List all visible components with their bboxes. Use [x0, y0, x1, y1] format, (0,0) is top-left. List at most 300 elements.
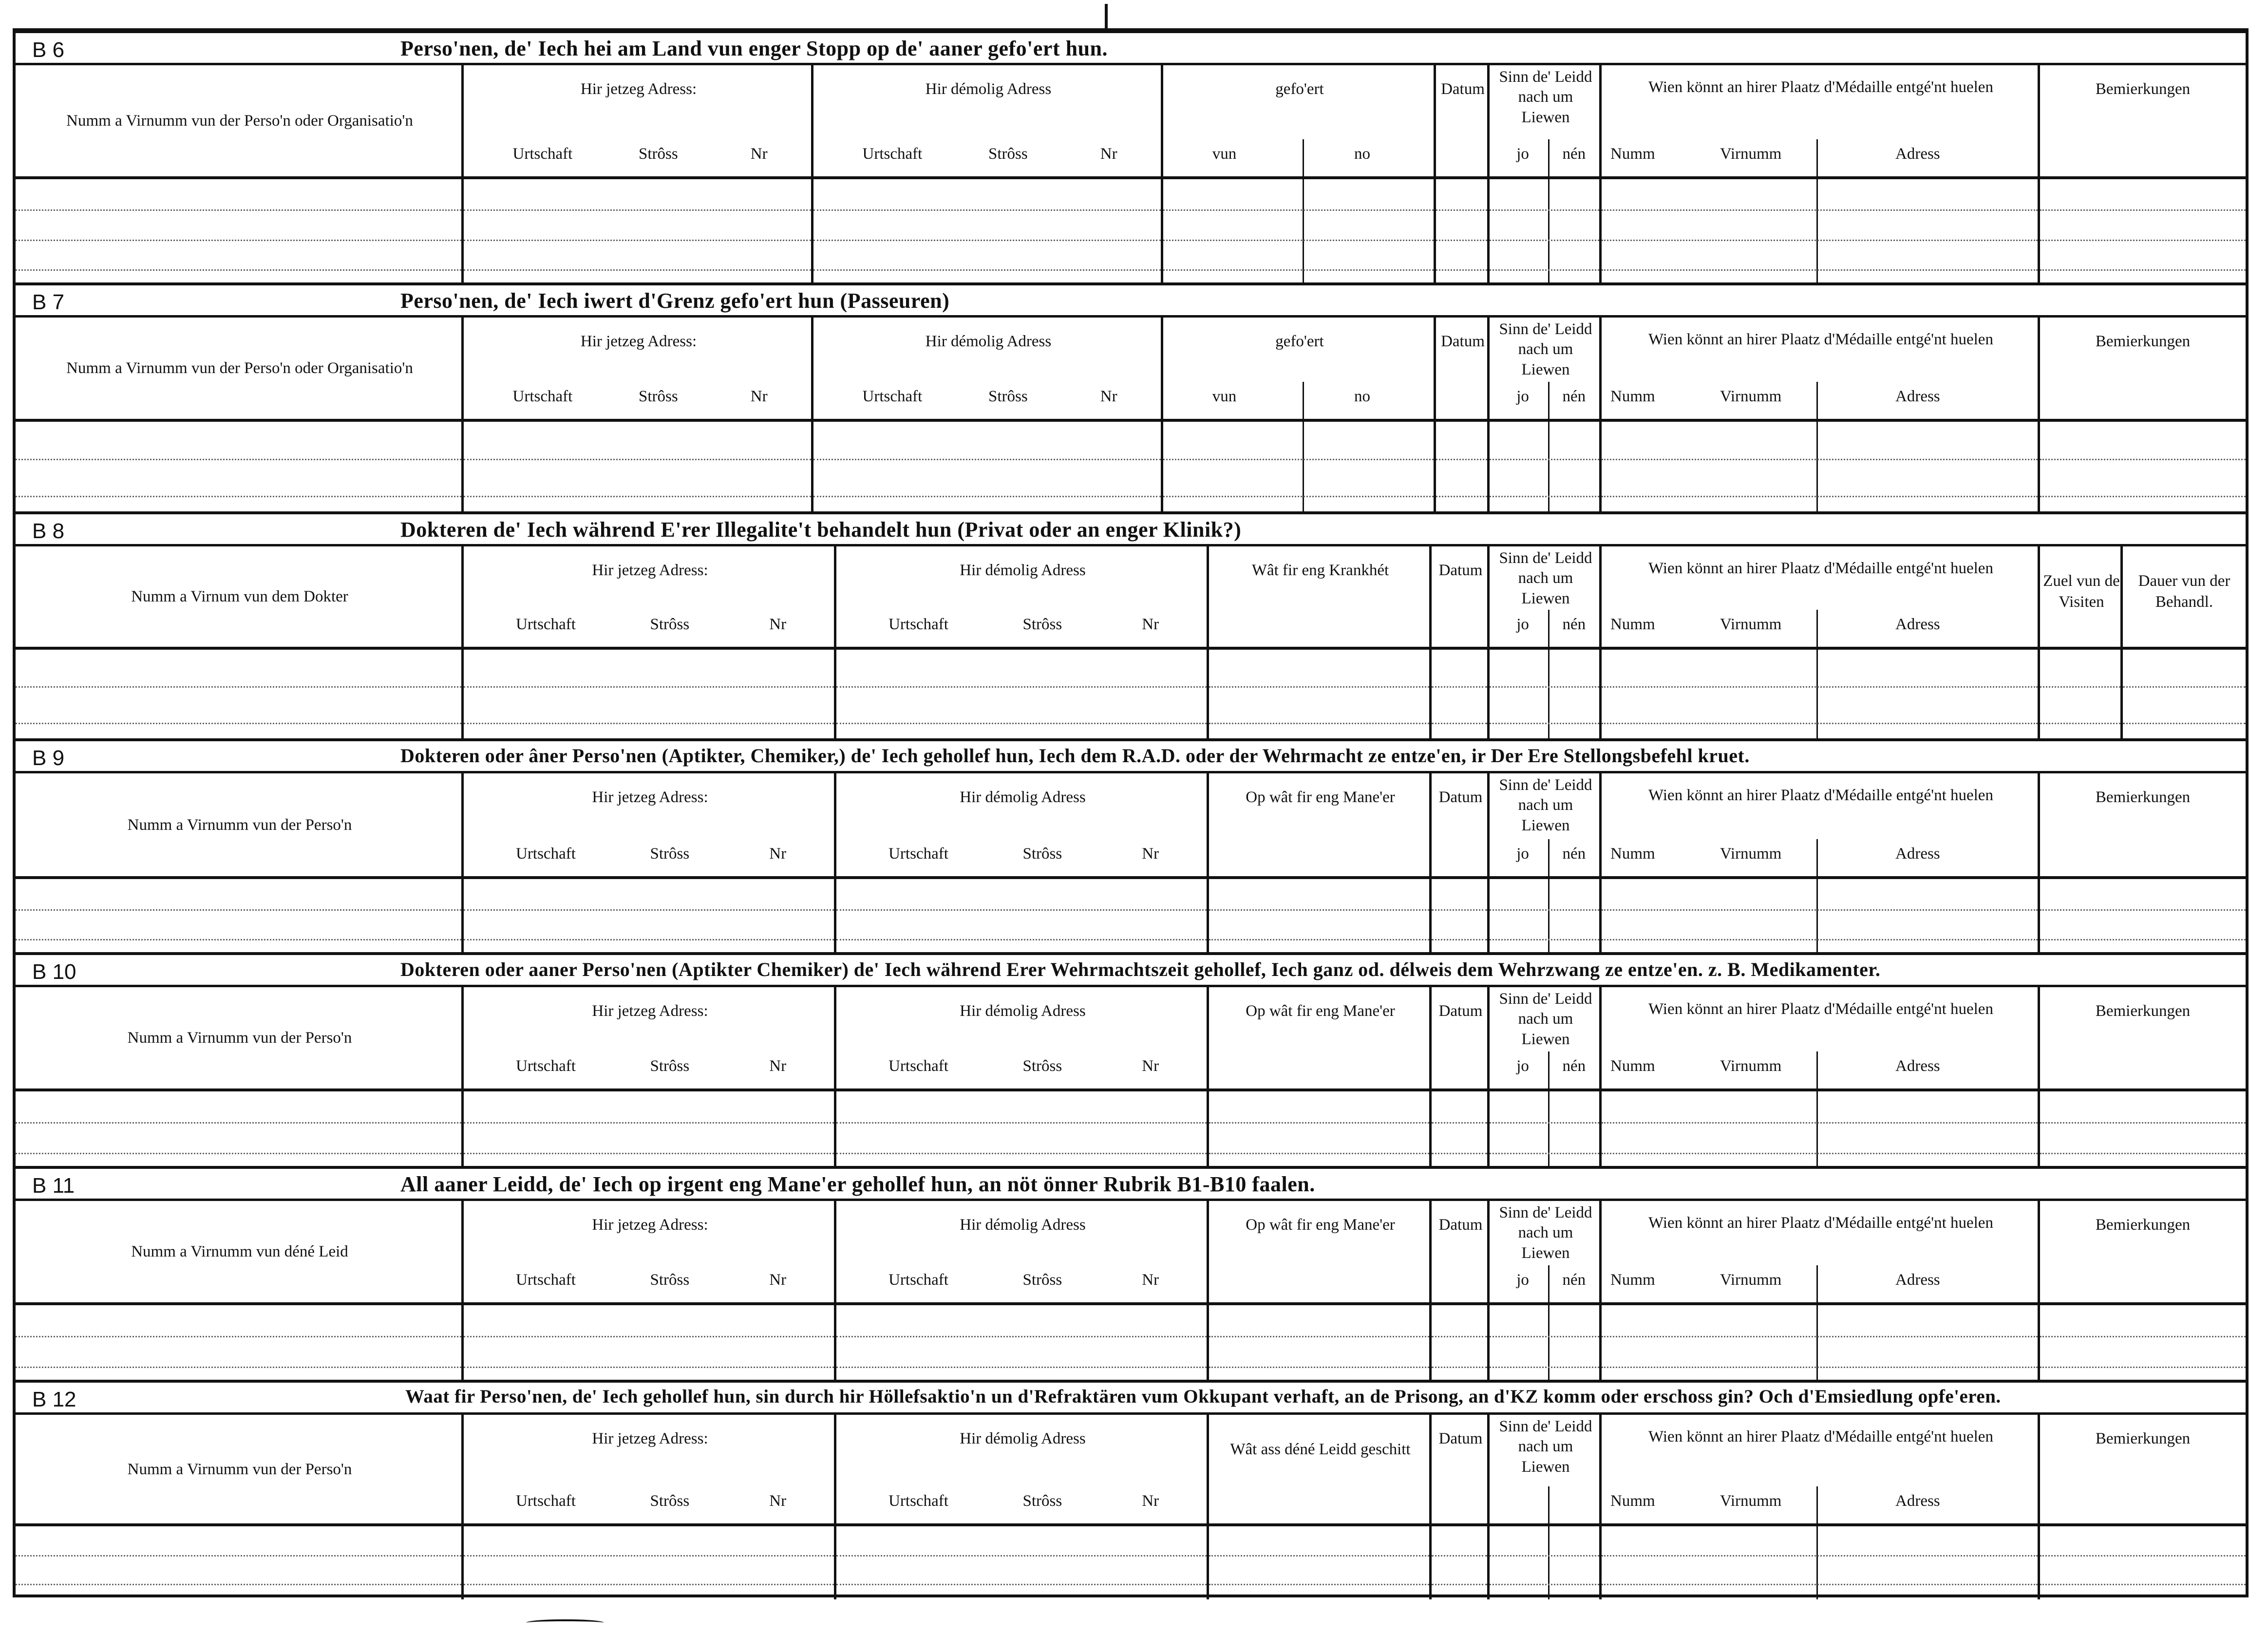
number-label: Nr: [1142, 845, 1159, 863]
date-label: Datum: [1438, 562, 1483, 579]
section-b9: [16, 738, 2246, 952]
column-last: [2040, 987, 2246, 1169]
yes-no-divider: [1548, 139, 1550, 285]
section-title-bar: [16, 1383, 2246, 1415]
column-header-date: [1432, 1415, 1487, 1526]
column-date: [1436, 65, 1490, 285]
entry-line[interactable]: [1209, 1336, 1429, 1337]
entry-line[interactable]: [1602, 909, 2038, 911]
column-medal: [1602, 65, 2040, 285]
column-header-cur: [464, 1201, 834, 1305]
former-address-label: Hir démolig Adress: [960, 562, 1086, 579]
entry-line[interactable]: [464, 939, 834, 940]
entry-line[interactable]: [1432, 1122, 1487, 1124]
entry-line[interactable]: [16, 1336, 461, 1337]
entry-line[interactable]: [1490, 496, 1599, 497]
entry-line[interactable]: [1163, 240, 1434, 241]
street-label: Strôss: [1022, 845, 1062, 863]
entry-line[interactable]: [2040, 240, 2246, 241]
date-label: Datum: [1438, 788, 1483, 806]
entry-line[interactable]: [16, 269, 461, 271]
column-header-former: [813, 65, 1161, 179]
entry-line[interactable]: [2040, 209, 2246, 211]
column-mid: [1209, 1201, 1432, 1383]
number-label: Nr: [1100, 145, 1117, 163]
medal-name-label: Numm: [1610, 845, 1655, 863]
number-label: Nr: [769, 1271, 787, 1289]
medal-name-label: Numm: [1610, 616, 1655, 633]
entry-line[interactable]: [464, 1555, 834, 1557]
column-alive: [1490, 318, 1602, 514]
section-b10: [16, 952, 2246, 1166]
street-label: Strôss: [988, 388, 1028, 405]
entry-line[interactable]: [16, 1584, 461, 1585]
section-title-bar: [16, 955, 2246, 987]
column-header-date: [1432, 987, 1487, 1091]
column-header-former: [836, 987, 1207, 1091]
remarks-label: Bemierkungen: [2095, 1216, 2191, 1234]
medal-firstname-label: Virnumm: [1720, 1057, 1782, 1075]
entry-line[interactable]: [2123, 723, 2246, 724]
entry-line[interactable]: [813, 209, 1161, 211]
medal-address-label: Adress: [1895, 616, 1940, 633]
place-label: Urtschaft: [888, 1057, 948, 1075]
column-header-last: [2040, 65, 2246, 179]
column-alive: [1490, 1201, 1602, 1383]
current-address-label: Hir jetzeg Adress:: [592, 1430, 708, 1447]
column-header-mid: [1209, 987, 1429, 1091]
entry-line[interactable]: [1432, 1336, 1487, 1337]
entry-line[interactable]: [1602, 1367, 2038, 1368]
yes-no-divider: [1548, 839, 1550, 955]
entry-line[interactable]: [2040, 1336, 2246, 1337]
entry-line[interactable]: [16, 723, 461, 724]
column-last: [2040, 773, 2246, 955]
yes-label: jo: [1516, 616, 1529, 633]
column-header-name: [16, 773, 461, 879]
entry-line[interactable]: [1209, 909, 1429, 911]
section-title-bar: [16, 741, 2246, 773]
entry-line[interactable]: [1602, 723, 2038, 724]
column-former: [813, 65, 1163, 285]
entry-line[interactable]: [464, 723, 834, 724]
column-header-medal: [1602, 987, 2038, 1091]
entry-line[interactable]: [1602, 240, 2038, 241]
column-header-cur: [464, 987, 834, 1091]
treatment-duration-label: Dauer vun der Behandl.: [2138, 572, 2230, 611]
column-header-last: [2040, 318, 2246, 422]
column-mid: [1163, 318, 1436, 514]
remarks-label: Bemierkungen: [2095, 788, 2191, 806]
entry-line[interactable]: [1490, 240, 1599, 241]
entry-line[interactable]: [16, 209, 461, 211]
entry-line[interactable]: [2040, 1584, 2246, 1585]
section-code: B 10: [32, 960, 76, 984]
entry-line[interactable]: [1436, 240, 1487, 241]
entry-line[interactable]: [2123, 686, 2246, 688]
medal-divider: [1816, 382, 1818, 514]
entry-line[interactable]: [464, 240, 811, 241]
name-column-label: Numm a Virnumm vun der Perso'n oder Organisatio'n: [66, 112, 413, 130]
entry-line[interactable]: [813, 240, 1161, 241]
medal-address-label: Adress: [1895, 145, 1940, 163]
from-to-divider: [1303, 139, 1304, 285]
entry-line[interactable]: [16, 1555, 461, 1557]
column-header-alive: [1490, 1415, 1599, 1526]
column-header-last: [2040, 773, 2246, 879]
entry-line[interactable]: [836, 909, 1207, 911]
current-address-label: Hir jetzeg Adress:: [592, 562, 708, 579]
entry-line[interactable]: [2040, 909, 2246, 911]
alive-question-label: Sinn de' Leidd nach um Liewen: [1499, 776, 1592, 834]
mid-column-label: Wât ass déné Leidd geschitt: [1230, 1441, 1411, 1458]
current-address-label: Hir jetzeg Adress:: [580, 80, 697, 98]
section-b6: [16, 30, 2246, 282]
column-mid: [1209, 1415, 1432, 1599]
entry-line[interactable]: [836, 939, 1207, 940]
column-alive: [1490, 773, 1602, 955]
street-label: Strôss: [639, 388, 678, 405]
entry-line[interactable]: [16, 939, 461, 940]
column-header-former: [836, 1415, 1207, 1526]
column-alive: [1490, 546, 1602, 741]
no-label: nén: [1562, 388, 1586, 405]
entry-line[interactable]: [1432, 909, 1487, 911]
entry-line[interactable]: [16, 686, 461, 688]
entry-line[interactable]: [836, 1555, 1207, 1557]
place-label: Urtschaft: [516, 1057, 576, 1075]
entry-line[interactable]: [836, 1367, 1207, 1368]
place-label: Urtschaft: [888, 845, 948, 863]
entry-line[interactable]: [1436, 269, 1487, 271]
medal-question-label: Wien könnt an hirer Plaatz d'Médaille entgé'nt huelen: [1648, 1214, 1993, 1232]
entry-line[interactable]: [1602, 1122, 2038, 1124]
name-column-label: Numm a Virnumm vun der Perso'n: [127, 1029, 352, 1047]
entry-line[interactable]: [16, 496, 461, 497]
column-name: [16, 65, 464, 285]
entry-line[interactable]: [1602, 459, 2038, 460]
former-address-label: Hir démolig Adress: [960, 788, 1086, 806]
medal-divider: [1816, 839, 1818, 955]
column-last: [2040, 1415, 2246, 1599]
number-label: Nr: [769, 845, 787, 863]
medal-question-label: Wien könnt an hirer Plaatz d'Médaille entgé'nt huelen: [1648, 1428, 1993, 1445]
medal-name-label: Numm: [1610, 388, 1655, 405]
entry-line[interactable]: [1432, 1153, 1487, 1154]
entry-line[interactable]: [813, 269, 1161, 271]
visits-count-label: Zuel vun de Visiten: [2043, 572, 2120, 611]
column-cur: [464, 1415, 836, 1599]
column-alive: [1490, 65, 1602, 285]
top-registration-mark: [1105, 4, 1108, 28]
entry-line[interactable]: [16, 459, 461, 460]
entry-line[interactable]: [464, 459, 811, 460]
column-mid: [1209, 987, 1432, 1169]
section-heading: Perso'nen, de' Iech hei am Land vun enger Stopp op de' aaner gefo'ert hun.: [400, 37, 1108, 60]
entry-line[interactable]: [1490, 1336, 1599, 1337]
column-name: [16, 1415, 464, 1599]
entry-line[interactable]: [464, 686, 834, 688]
place-label: Urtschaft: [516, 845, 576, 863]
medal-firstname-label: Virnumm: [1720, 845, 1782, 863]
street-label: Strôss: [650, 616, 690, 633]
entry-line[interactable]: [1436, 209, 1487, 211]
column-date: [1432, 1201, 1490, 1383]
column-header-cur: [464, 318, 811, 422]
entry-line[interactable]: [2040, 686, 2120, 688]
date-label: Datum: [1438, 1430, 1483, 1447]
entry-line[interactable]: [1432, 686, 1487, 688]
entry-line[interactable]: [16, 909, 461, 911]
entry-line[interactable]: [464, 209, 811, 211]
entry-line[interactable]: [1163, 209, 1434, 211]
entry-line[interactable]: [464, 909, 834, 911]
entry-line[interactable]: [1602, 686, 2038, 688]
name-column-label: Numm a Virnumm vun der Perso'n: [127, 816, 352, 834]
section-code: B 8: [32, 519, 65, 543]
entry-line[interactable]: [1490, 209, 1599, 211]
entry-line[interactable]: [1490, 1122, 1599, 1124]
entry-line[interactable]: [813, 496, 1161, 497]
entry-line[interactable]: [1602, 496, 2038, 497]
column-header-mid: [1209, 773, 1429, 879]
entry-line[interactable]: [1602, 209, 2038, 211]
column-medal: [1602, 546, 2040, 741]
entry-line[interactable]: [836, 1122, 1207, 1124]
section-b7: [16, 282, 2246, 511]
former-address-label: Hir démolig Adress: [960, 1216, 1086, 1234]
medal-question-label: Wien könnt an hirer Plaatz d'Médaille entgé'nt huelen: [1648, 331, 1993, 348]
entry-line[interactable]: [1432, 1555, 1487, 1557]
current-address-label: Hir jetzeg Adress:: [592, 788, 708, 806]
entry-line[interactable]: [2040, 269, 2246, 271]
yes-label: jo: [1516, 388, 1529, 405]
entry-line[interactable]: [464, 1367, 834, 1368]
column-medal: [1602, 773, 2040, 955]
column-header-date: [1436, 65, 1487, 179]
column-header-former: [836, 546, 1207, 650]
mid-column-label: Op wât fir eng Mane'er: [1246, 788, 1395, 806]
medal-address-label: Adress: [1895, 845, 1940, 863]
section-code: B 9: [32, 746, 65, 770]
entry-line[interactable]: [464, 1336, 834, 1337]
entry-line[interactable]: [1163, 459, 1434, 460]
section-heading: Dokteren oder âner Perso'nen (Aptikter, Chemiker,) de' Iech gehollef hun, Iech dem R.A.D. oder der Wehrmacht ze entze'en, ir Der Ere Stellongsbefehl kruet.: [400, 745, 1750, 767]
section-heading: Waat fir Perso'nen, de' Iech gehollef hun, sin durch hir Höllefsaktio'n un d'Refraktären vum Okkupant verhaft, an de Prisong, an d'KZ komm oder erschoss gin? Och d'Emsiedlung opfe'eren.: [405, 1386, 2001, 1407]
place-label: Urtschaft: [512, 145, 573, 163]
entry-line[interactable]: [1432, 939, 1487, 940]
entry-line[interactable]: [1490, 1367, 1599, 1368]
entry-line[interactable]: [836, 686, 1207, 688]
entry-line[interactable]: [16, 1367, 461, 1368]
entry-line[interactable]: [1490, 1555, 1599, 1557]
column-header-alive: [1490, 987, 1599, 1091]
column-last: [2040, 65, 2246, 285]
entry-line[interactable]: [1209, 1367, 1429, 1368]
former-address-label: Hir démolig Adress: [960, 1430, 1086, 1447]
entry-line[interactable]: [1490, 1584, 1599, 1585]
entry-line[interactable]: [1209, 1122, 1429, 1124]
section-title-bar: [16, 1169, 2246, 1201]
name-column-label: Numm a Virnumm vun der Perso'n oder Organisatio'n: [66, 359, 413, 377]
column-header-name: [16, 1415, 461, 1526]
column-mid: [1209, 773, 1432, 955]
entry-line[interactable]: [1602, 939, 2038, 940]
section-b8: [16, 511, 2246, 738]
column-header-alive: [1490, 65, 1599, 179]
entry-line[interactable]: [16, 1122, 461, 1124]
entry-line[interactable]: [1602, 1555, 2038, 1557]
no-label: nén: [1562, 1271, 1586, 1289]
entry-line[interactable]: [1432, 723, 1487, 724]
column-header-former: [813, 318, 1161, 422]
column-header-alive: [1490, 773, 1599, 879]
entry-line[interactable]: [1209, 1584, 1429, 1585]
column-medal: [1602, 318, 2040, 514]
column-header-mid: [1209, 546, 1429, 650]
entry-line[interactable]: [1163, 496, 1434, 497]
name-column-label: Numm a Virnum vun dem Dokter: [131, 588, 348, 605]
medal-divider: [1816, 1265, 1818, 1383]
column-header-medal: [1602, 65, 2038, 179]
column-medal: [1602, 1415, 2040, 1599]
column-header-medal: [1602, 773, 2038, 879]
entry-line[interactable]: [2040, 723, 2120, 724]
yes-no-divider: [1548, 610, 1550, 741]
medal-question-label: Wien könnt an hirer Plaatz d'Médaille entgé'nt huelen: [1648, 560, 1993, 577]
remarks-label: Bemierkungen: [2095, 333, 2191, 350]
entry-line[interactable]: [1209, 686, 1429, 688]
column-header-former: [836, 1201, 1207, 1305]
alive-question-label: Sinn de' Leidd nach um Liewen: [1499, 1418, 1592, 1476]
column-former: [836, 987, 1209, 1169]
entry-line[interactable]: [836, 1584, 1207, 1585]
medal-address-label: Adress: [1895, 1057, 1940, 1075]
to-label: no: [1354, 388, 1370, 405]
column-header-mid: [1209, 1201, 1429, 1305]
section-code: B 6: [32, 38, 65, 62]
column-date: [1432, 546, 1490, 741]
former-address-label: Hir démolig Adress: [925, 80, 1052, 98]
remarks-label: Bemierkungen: [2095, 80, 2191, 98]
column-name: [16, 546, 464, 741]
entry-line[interactable]: [464, 1584, 834, 1585]
column-header-alive: [1490, 318, 1599, 422]
column-date: [1432, 987, 1490, 1169]
entry-line[interactable]: [464, 1153, 834, 1154]
column-cur: [464, 65, 813, 285]
entry-line[interactable]: [1432, 1367, 1487, 1368]
column-name: [16, 1201, 464, 1383]
street-label: Strôss: [650, 1271, 690, 1289]
column-header-cur: [464, 65, 811, 179]
column-cur: [464, 546, 836, 741]
entry-line[interactable]: [1490, 723, 1599, 724]
entry-line[interactable]: [2040, 496, 2246, 497]
entry-line[interactable]: [2040, 939, 2246, 940]
entry-line[interactable]: [1209, 723, 1429, 724]
former-address-label: Hir démolig Adress: [960, 1002, 1086, 1020]
entry-line[interactable]: [1490, 939, 1599, 940]
entry-line[interactable]: [1432, 1584, 1487, 1585]
entry-line[interactable]: [1209, 1153, 1429, 1154]
entry-line[interactable]: [1436, 496, 1487, 497]
place-label: Urtschaft: [516, 616, 576, 633]
date-label: Datum: [1438, 1216, 1483, 1234]
column-header-cur: [464, 773, 834, 879]
entry-line[interactable]: [836, 1336, 1207, 1337]
entry-line[interactable]: [464, 269, 811, 271]
column-header-medal: [1602, 318, 2038, 422]
medal-name-label: Numm: [1610, 1057, 1655, 1075]
name-column-label: Numm a Virnumm vun der Perso'n: [127, 1460, 352, 1478]
column-alive: [1490, 1415, 1602, 1599]
entry-line[interactable]: [2040, 1367, 2246, 1368]
mid-column-label: Op wât fir eng Mane'er: [1246, 1002, 1395, 1020]
entry-line[interactable]: [1602, 1336, 2038, 1337]
mid-column-label: gefo'ert: [1275, 333, 1324, 350]
column-header-date: [1432, 1201, 1487, 1305]
section-heading: Dokteren de' Iech während E'rer Illegalite't behandelt hun (Privat oder an enger Klinik?): [400, 518, 1242, 542]
name-column-label: Numm a Virnumm vun déné Leid: [131, 1243, 348, 1260]
entry-line[interactable]: [1602, 269, 2038, 271]
column-header-name: [16, 65, 461, 179]
column-header-mid: [1163, 318, 1434, 422]
column-mid: [1209, 546, 1432, 741]
place-label: Urtschaft: [888, 616, 948, 633]
entry-line[interactable]: [1490, 1153, 1599, 1154]
entry-line[interactable]: [836, 723, 1207, 724]
entry-line[interactable]: [813, 459, 1161, 460]
entry-line[interactable]: [836, 1153, 1207, 1154]
entry-line[interactable]: [2040, 1153, 2246, 1154]
column-cur: [464, 773, 836, 955]
entry-line[interactable]: [16, 240, 461, 241]
section-heading: Perso'nen, de' Iech iwert d'Grenz gefo'ert hun (Passeuren): [400, 289, 950, 313]
column-name: [16, 987, 464, 1169]
no-label: nén: [1562, 616, 1586, 633]
entry-line[interactable]: [1602, 1584, 2038, 1585]
column-header-alive: [1490, 1201, 1599, 1305]
current-address-label: Hir jetzeg Adress:: [592, 1002, 708, 1020]
entry-line[interactable]: [1490, 909, 1599, 911]
column-lastB: [2123, 546, 2246, 741]
entry-line[interactable]: [2040, 1555, 2246, 1557]
entry-line[interactable]: [2040, 459, 2246, 460]
entry-line[interactable]: [1209, 939, 1429, 940]
mid-column-label: gefo'ert: [1275, 80, 1324, 98]
medal-name-label: Numm: [1610, 145, 1655, 163]
place-label: Urtschaft: [888, 1271, 948, 1289]
entry-line[interactable]: [1490, 459, 1599, 460]
mid-column-label: Op wât fir eng Mane'er: [1246, 1216, 1395, 1234]
entry-line[interactable]: [464, 496, 811, 497]
entry-line[interactable]: [464, 1122, 834, 1124]
column-alive: [1490, 987, 1602, 1169]
column-cur: [464, 987, 836, 1169]
column-header-mid: [1209, 1415, 1429, 1526]
entry-line[interactable]: [1490, 686, 1599, 688]
entry-line[interactable]: [2040, 1122, 2246, 1124]
entry-line[interactable]: [1602, 1153, 2038, 1154]
entry-line[interactable]: [1163, 269, 1434, 271]
entry-line[interactable]: [1209, 1555, 1429, 1557]
entry-line[interactable]: [16, 1153, 461, 1154]
column-header-medal: [1602, 546, 2038, 650]
entry-line[interactable]: [1490, 269, 1599, 271]
alive-question-label: Sinn de' Leidd nach um Liewen: [1499, 549, 1592, 607]
entry-line[interactable]: [1436, 459, 1487, 460]
